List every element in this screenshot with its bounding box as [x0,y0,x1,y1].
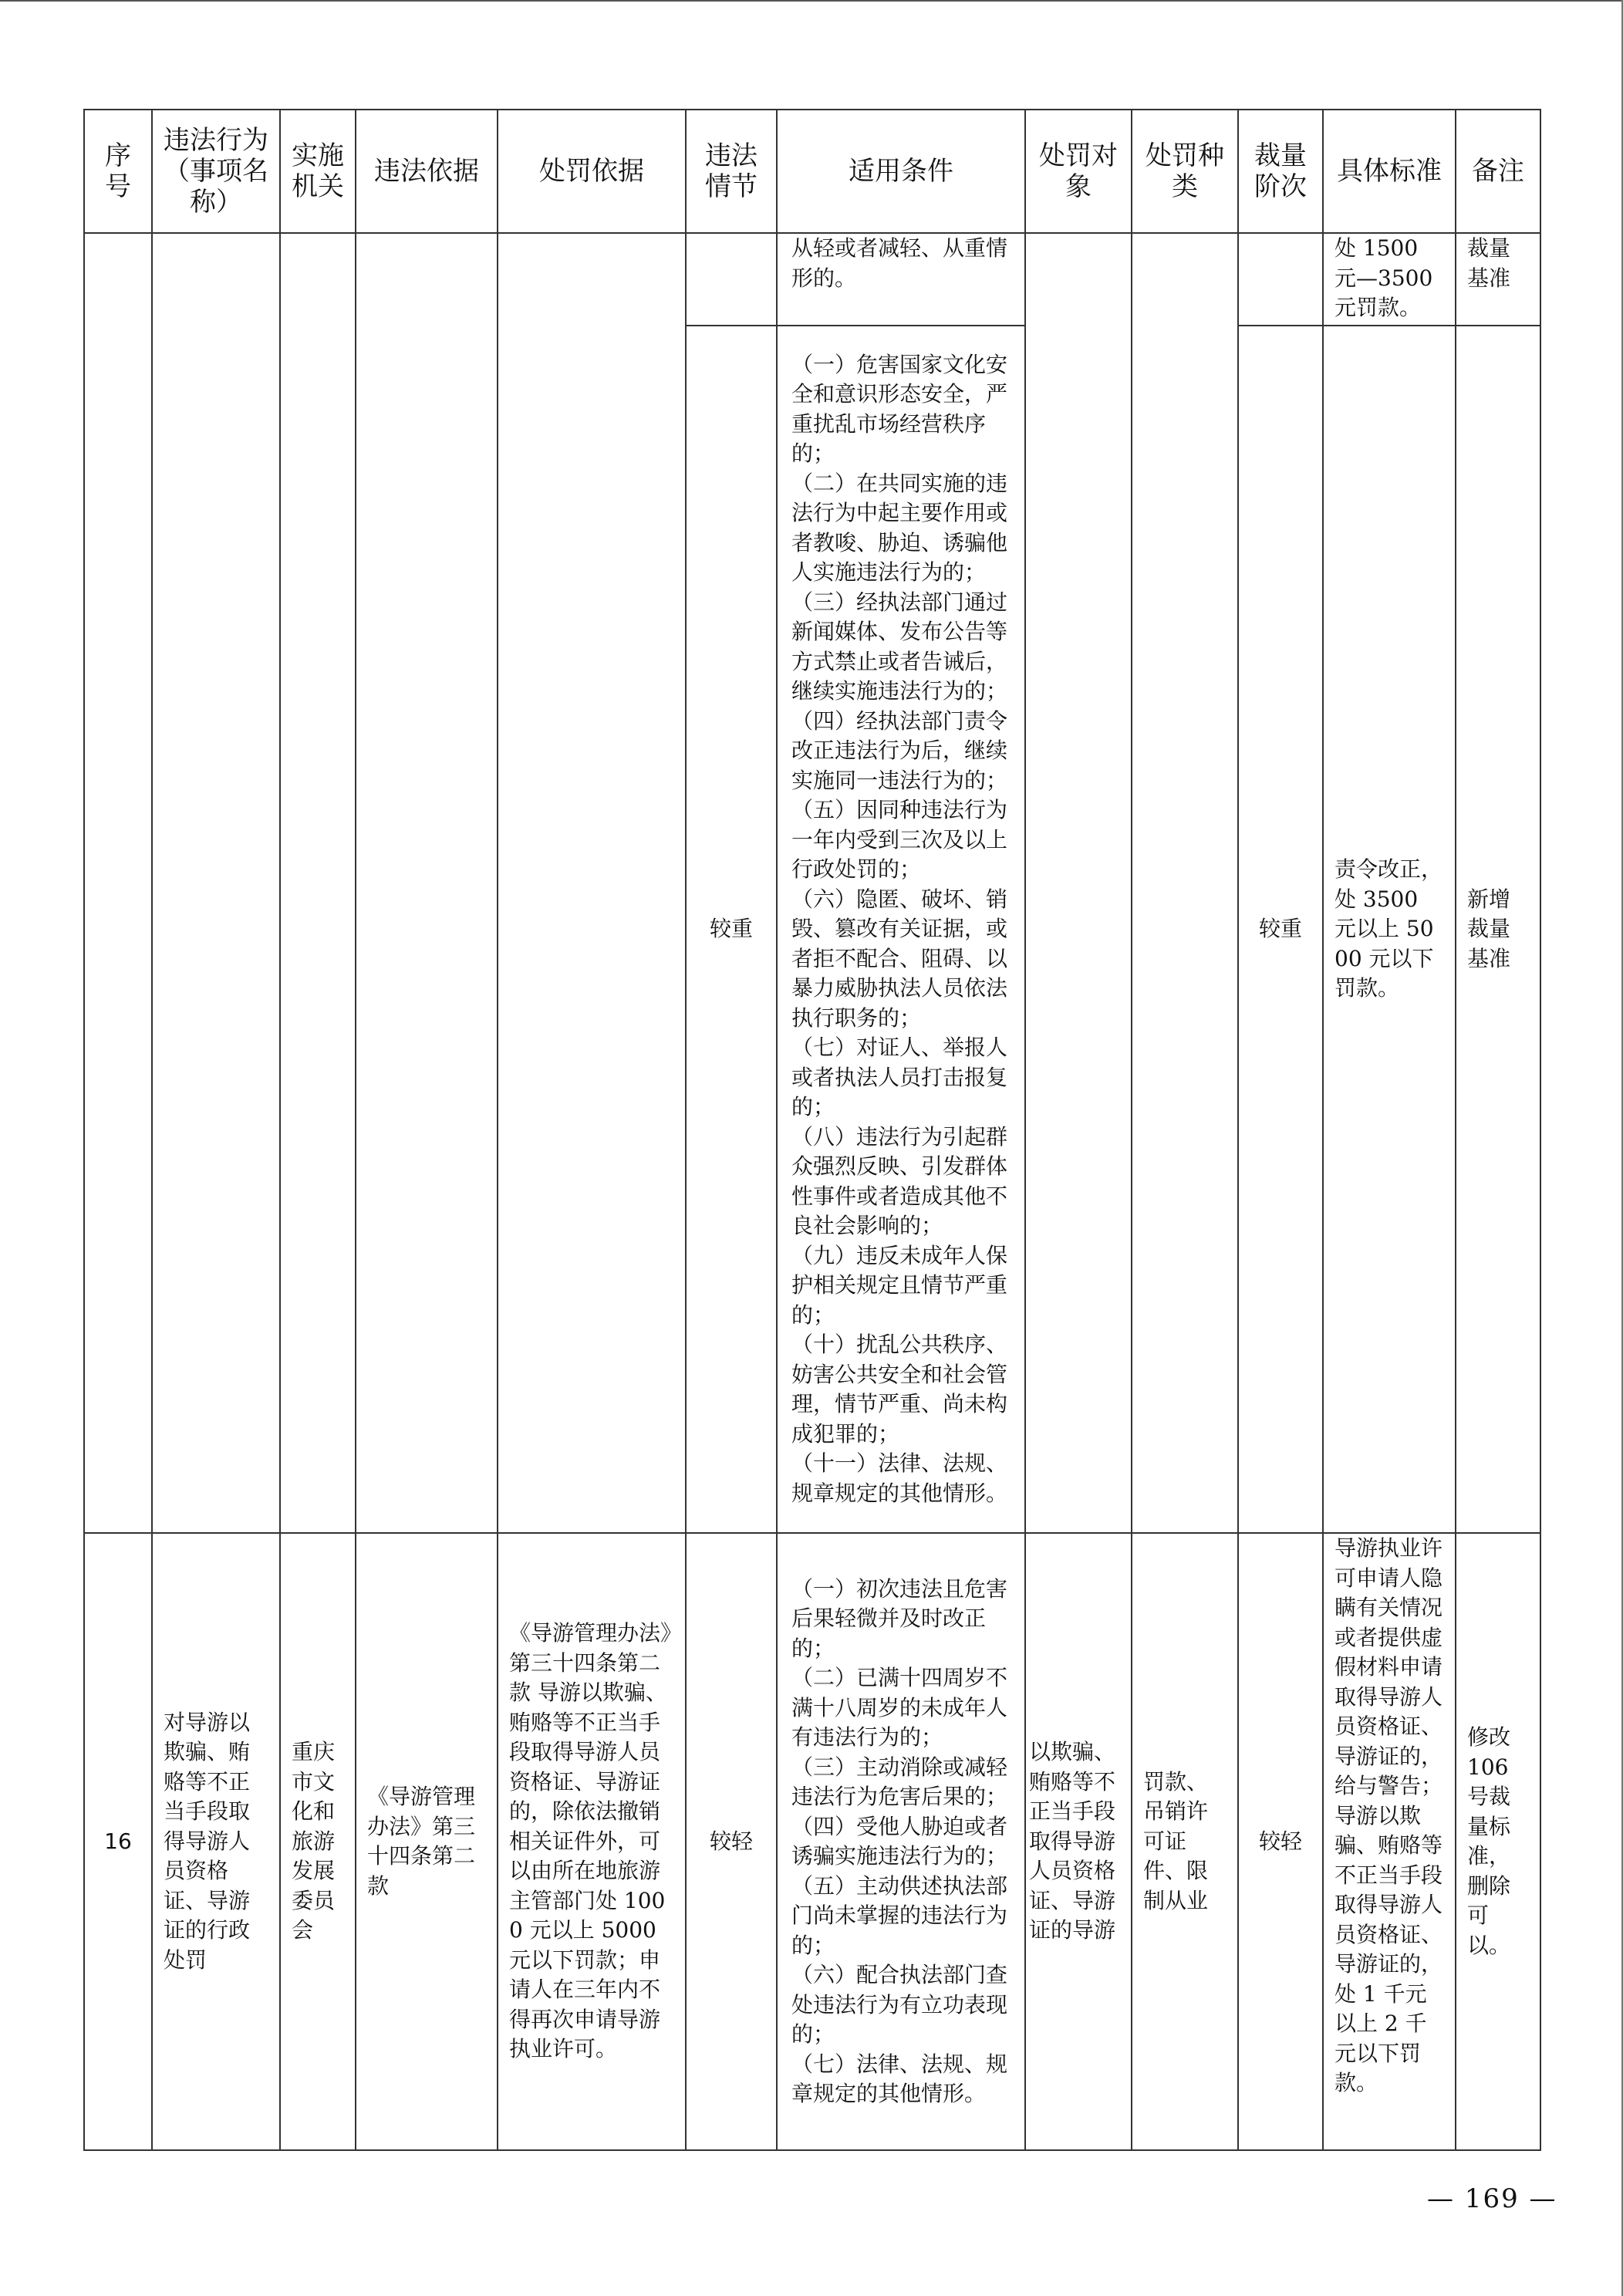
cell-agency-continued [280,233,356,1533]
cell-standard-serious: 责令改正，处 3500 元以上 5000 元以下罚款。 [1323,326,1456,1533]
condition-item: （九）违反未成年人保护相关规定且情节严重的； [791,1242,1008,1328]
cell-circumstance-16: 较轻 [686,1533,777,2150]
condition-item: （一）危害国家文化安全和意识形态安全，严重扰乱市场经营秩序的； [791,351,1008,467]
table-row-16 [84,1533,1540,2150]
header-circumstance: 违法情节 [686,110,777,233]
header-tier: 裁量阶次 [1238,110,1323,233]
condition-item: （七）法律、法规、规章规定的其他情形。 [791,2051,1008,2106]
cell-circumstance-serious: 较重 [686,326,777,1533]
cell-circumstance-general [686,233,777,326]
condition-item: （七）对证人、举报人或者执法人员打击报复的； [791,1035,1008,1120]
header-agency: 实施机关 [280,110,356,233]
header-row [84,110,1540,233]
table-row-continued-general [84,233,1540,326]
page-top-border [0,0,1623,2]
condition-item: （一）初次违法且危害后果轻微并及时改正的； [791,1575,1008,1661]
cell-agency-16: 重庆市文化和旅游发展委员会 [280,1533,356,2150]
page-number: — 169 — [1427,2183,1557,2214]
cell-remark-serious: 新增裁量基准 [1456,326,1540,1533]
condition-item: （四）受他人胁迫或者诱骗实施违法行为的； [791,1813,1008,1869]
cell-violation-basis-continued [356,233,498,1533]
condition-item: （四）经执法部门责令改正违法行为后，继续实施同一违法行为的； [791,707,1008,793]
condition-item: （六）隐匿、破坏、销毁、篡改有关证据，或者拒不配合、阻碍、以暴力威胁执法人员依法执行职务的； [791,886,1008,1031]
condition-item: （二）已满十四周岁不满十八周岁的未成年人有违法行为的； [791,1665,1008,1750]
cell-standard-16: 导游执业许可申请人隐瞒有关情况或者提供虚假材料申请取得导游人员资格证、导游证的，给与警告；导游以欺骗、贿赂等不正当手段取得导游人员资格证、导游证的，处 1 千元以上 2 千元以下罚款。 [1323,1533,1456,2150]
header-penalty-basis: 处罚依据 [498,110,686,233]
cell-remark-general: 裁量基准 [1456,233,1540,326]
header-penalty-type: 处罚种类 [1132,110,1238,233]
cell-act-16: 对导游以欺骗、贿赂等不正当手段取得导游人员资格证、导游证的行政处罚 [152,1533,280,2150]
cell-penalty-type-continued [1132,233,1238,1533]
condition-item: （三）经执法部门通过新闻媒体、发布公告等方式禁止或者告诫后，继续实施违法行为的； [791,589,1008,704]
cell-violation-basis-16: 《导游管理办法》第三十四条第二款 [356,1533,498,2150]
condition-item: （五）主动供述执法部门尚未掌握的违法行为的； [791,1872,1008,1958]
condition-item: （十一）法律、法规、规章规定的其他情形。 [791,1450,1008,1506]
cell-conditions-16 [777,1533,1025,2150]
condition-item: （五）因同种违法行为一年内受到三次及以上行政处罚的； [791,797,1008,883]
cell-tier-16: 较轻 [1238,1533,1323,2150]
cell-tier-general [1238,233,1323,326]
header-act: 违法行为（事项名称） [152,110,280,233]
header-seq: 序号 [84,110,152,233]
cell-remark-16: 修改 106 号裁量标准，删除可以。 [1456,1533,1540,2150]
cell-penalty-basis-16: 《导游管理办法》第三十四条第二款 导游以欺骗、贿赂等不正当手段取得导游人员资格证、导游证的，除依法撤销相关证件外，可以由所在地旅游主管部门处 1000 元以上 5000 元以下罚款；申请人在三年内不得再次申请导游执业许可。 [498,1533,686,2150]
cell-act-continued [152,233,280,1533]
condition-item: （三）主动消除或减轻违法行为危害后果的； [791,1754,1008,1809]
header-conditions: 适用条件 [777,110,1025,233]
condition-item: （十）扰乱公共秩序、妨害公共安全和社会管理，情节严重、尚未构成犯罪的； [791,1332,1008,1447]
condition-item: （六）配合执法部门查处违法行为有立功表现的； [791,1962,1008,2047]
cell-penalty-basis-continued [498,233,686,1533]
header-remark: 备注 [1456,110,1540,233]
cell-conditions-general: 从轻或者减轻、从重情形的。 [777,233,1025,326]
condition-item: （二）在共同实施的违法行为中起主要作用或者教唆、胁迫、诱骗他人实施违法行为的； [791,470,1008,586]
cell-penalty-type-16: 罚款、吊销许可证件、限制从业 [1132,1533,1238,2150]
cell-target-16: 以欺骗、贿赂等不正当手段取得导游人员资格证、导游证的导游 [1025,1533,1132,2150]
cell-standard-general: 处 1500 元—3500 元罚款。 [1323,233,1456,326]
header-violation-basis: 违法依据 [356,110,498,233]
cell-target-continued [1025,233,1132,1533]
cell-seq-continued [84,233,152,1533]
cell-conditions-serious [777,326,1025,1533]
penalty-discretion-table [83,109,1541,2151]
header-standard: 具体标准 [1323,110,1456,233]
cell-seq-16: 16 [84,1533,152,2150]
header-target: 处罚对象 [1025,110,1132,233]
condition-item: （八）违法行为引起群众强烈反映、引发群体性事件或者造成其他不良社会影响的； [791,1123,1008,1239]
cell-tier-serious: 较重 [1238,326,1323,1533]
